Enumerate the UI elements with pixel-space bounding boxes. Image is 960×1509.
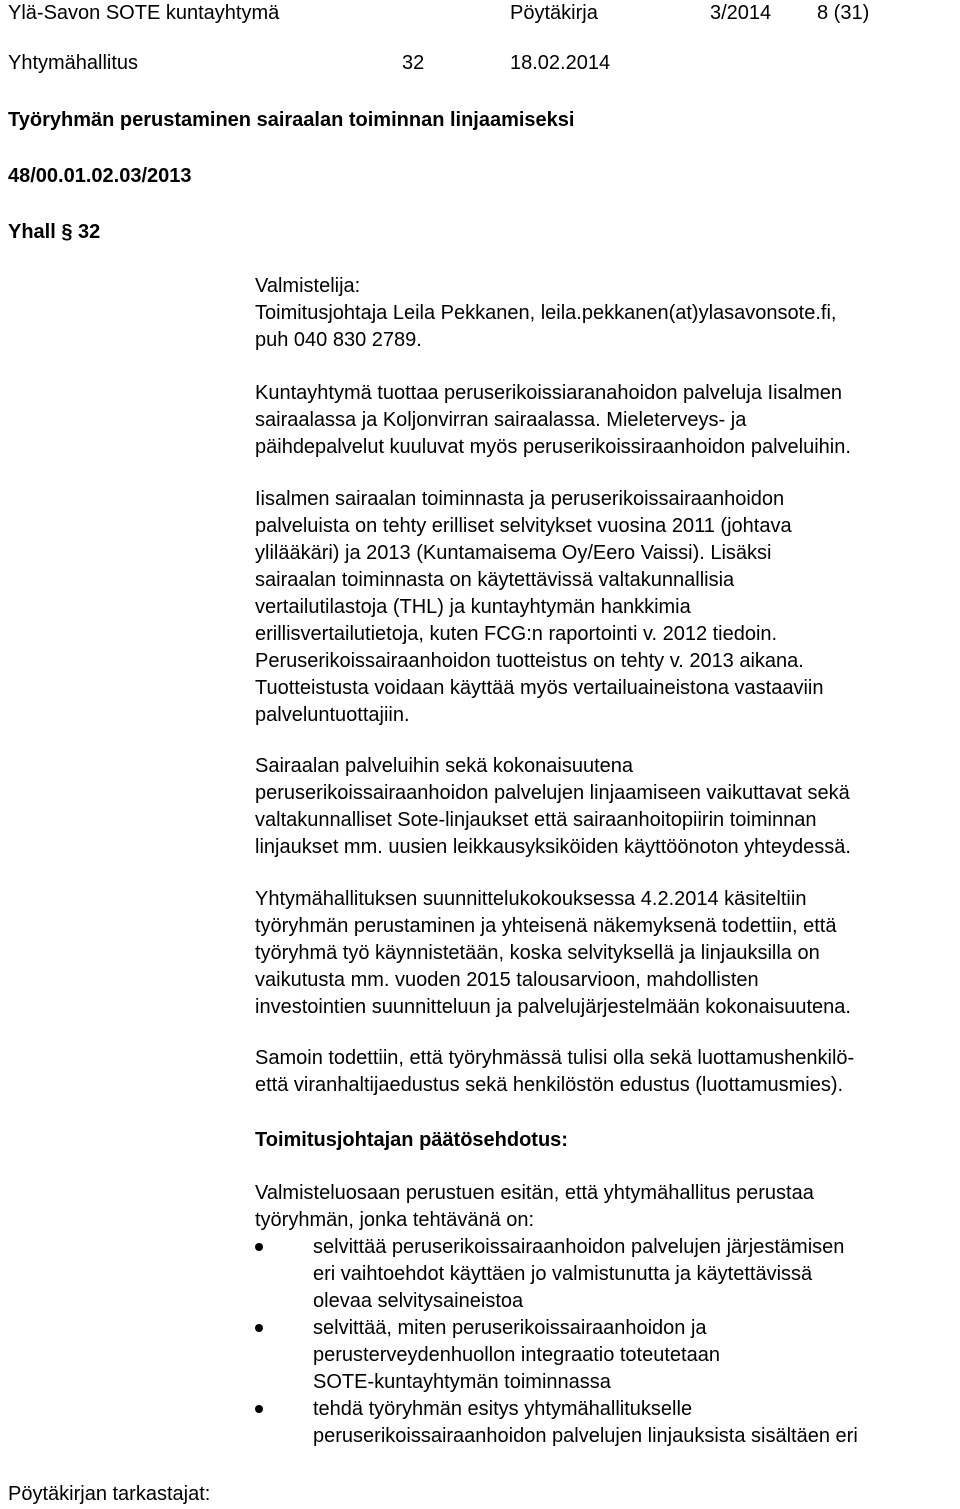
paragraph: [255, 886, 851, 1021]
paragraph-line: palveluista on tehty erilliset selvitykset vuosina 2011 (johtava: [255, 515, 792, 537]
task-list: [255, 1234, 858, 1450]
proposal-intro: [255, 1180, 814, 1234]
organization-name: Ylä-Savon SOTE kuntayhtymä: [8, 2, 280, 24]
proposal-heading: Toimitusjohtajan päätösehdotus:: [255, 1129, 568, 1151]
bullet-icon: [255, 1405, 263, 1413]
section-ref-label: Yhall: [8, 221, 56, 243]
paragraph-line: että viranhaltijaedustus sekä henkilöstön edustus (luottamusmies).: [255, 1074, 844, 1096]
paragraph: [255, 753, 851, 861]
list-item-line: peruserikoissairaanhoidon palvelujen linjauksista sisältäen eri: [313, 1425, 858, 1447]
record-number: 48/00.01.02.03/2013: [8, 165, 192, 187]
paragraph-line: vertailutilastoja (THL) ja kuntayhtymän hankkimia: [255, 596, 691, 618]
paragraph-line: sairaalassa ja Koljonvirran sairaalassa. Mieleterveys- ja: [255, 409, 747, 431]
document-number: 3/2014: [710, 2, 772, 24]
page-title: Työryhmän perustaminen sairaalan toiminnan linjaamiseksi: [8, 109, 575, 131]
paragraph: [255, 1045, 854, 1099]
section-reference: [8, 219, 100, 246]
paragraph-line: päihdepalvelut kuuluvat myös peruserikoissiraanhoidon palveluihin.: [255, 436, 851, 458]
paragraph-line: sairaalan toiminnasta on käytettävissä valtakunnallisia: [255, 569, 735, 591]
paragraph-line: työryhmän perustaminen ja yhteisenä näkemyksenä todettiin, että: [255, 915, 837, 937]
governing-body: Yhtymähallitus: [8, 52, 139, 74]
paragraph-line: erillisvertailutietoja, kuten FCG:n raportointi v. 2012 tiedoin.: [255, 623, 778, 645]
paragraph-line: ylilääkäri) ja 2013 (Kuntamaisema Oy/Eero Vaissi). Lisäksi: [255, 542, 772, 564]
list-item-line: selvittää, miten peruserikoissairaanhoidon ja: [313, 1317, 707, 1339]
paragraph-line: Peruserikoissairaanhoidon tuotteistus on tehty v. 2013 aikana.: [255, 650, 804, 672]
meeting-date: 18.02.2014: [510, 52, 611, 74]
paragraph: [255, 380, 851, 461]
reviewers-label: Pöytäkirjan tarkastajat:: [8, 1483, 211, 1505]
list-item-line: selvittää peruserikoissairaanhoidon palvelujen järjestämisen: [313, 1236, 845, 1258]
list-item: [255, 1234, 858, 1315]
paragraph-line: valtakunnalliset Sote-linjaukset että sairaanhoitopiirin toiminnan: [255, 809, 817, 831]
list-item-line: SOTE-kuntayhtymän toiminnassa: [313, 1371, 611, 1393]
paragraph-line: Kuntayhtymä tuottaa peruserikoissiaranahoidon palveluja Iisalmen: [255, 382, 843, 404]
document-type: Pöytäkirja: [510, 2, 598, 24]
paragraph-line: Iisalmen sairaalan toiminnasta ja peruserikoissairaanhoidon: [255, 488, 785, 510]
bullet-icon: [255, 1324, 263, 1332]
paragraph-line: investointien suunnitteluun ja palvelujärjestelmään kokonaisuutena.: [255, 996, 851, 1018]
page-number: 8 (31): [817, 2, 870, 24]
paragraph: [255, 486, 823, 729]
preparer-label: Valmistelija:: [255, 275, 361, 297]
preparer-block: [255, 273, 836, 354]
paragraph-line: työryhmä työ käynnistetään, koska selvityksellä ja linjauksilla on: [255, 942, 820, 964]
paragraph-line: vaikutusta mm. vuoden 2015 talousarvioon, mahdollisten: [255, 969, 759, 991]
bullet-icon: [255, 1243, 263, 1251]
list-item: [255, 1396, 858, 1450]
list-item: [255, 1315, 858, 1396]
preparer-line: Toimitusjohtaja Leila Pekkanen, leila.pekkanen(at)ylasavonsote.fi,: [255, 302, 837, 324]
preparer-line: puh 040 830 2789.: [255, 329, 422, 351]
section-symbol: §: [61, 221, 73, 243]
paragraph-line: Samoin todettiin, että työryhmässä tulisi olla sekä luottamushenkilö-: [255, 1047, 855, 1069]
list-item-line: eri vaihtoehdot käyttäen jo valmistunutta ja käytettävissä: [313, 1263, 813, 1285]
paragraph-line: Yhtymähallituksen suunnittelukokouksessa 4.2.2014 käsiteltiin: [255, 888, 807, 910]
paragraph-line: Valmisteluosaan perustuen esitän, että yhtymähallitus perustaa: [255, 1182, 814, 1204]
section-ref-number: 32: [78, 221, 101, 243]
paragraph-line: Sairaalan palveluihin sekä kokonaisuutena: [255, 755, 634, 777]
section-number: 32: [402, 52, 425, 74]
paragraph-line: palveluntuottajiin.: [255, 704, 410, 726]
paragraph-line: työryhmän, jonka tehtävänä on:: [255, 1209, 535, 1231]
list-item-line: perusterveydenhuollon integraatio toteutetaan: [313, 1344, 720, 1366]
paragraph-line: Tuotteistusta voidaan käyttää myös vertailuaineistona vastaaviin: [255, 677, 824, 699]
paragraph-line: linjaukset mm. uusien leikkausyksiköiden käyttöönoton yhteydessä.: [255, 836, 851, 858]
list-item-line: tehdä työryhmän esitys yhtymähallitukselle: [313, 1398, 693, 1420]
paragraph-line: peruserikoissairaanhoidon palvelujen linjaamiseen vaikuttavat sekä: [255, 782, 850, 804]
list-item-line: olevaa selvitysaineistoa: [313, 1290, 524, 1312]
